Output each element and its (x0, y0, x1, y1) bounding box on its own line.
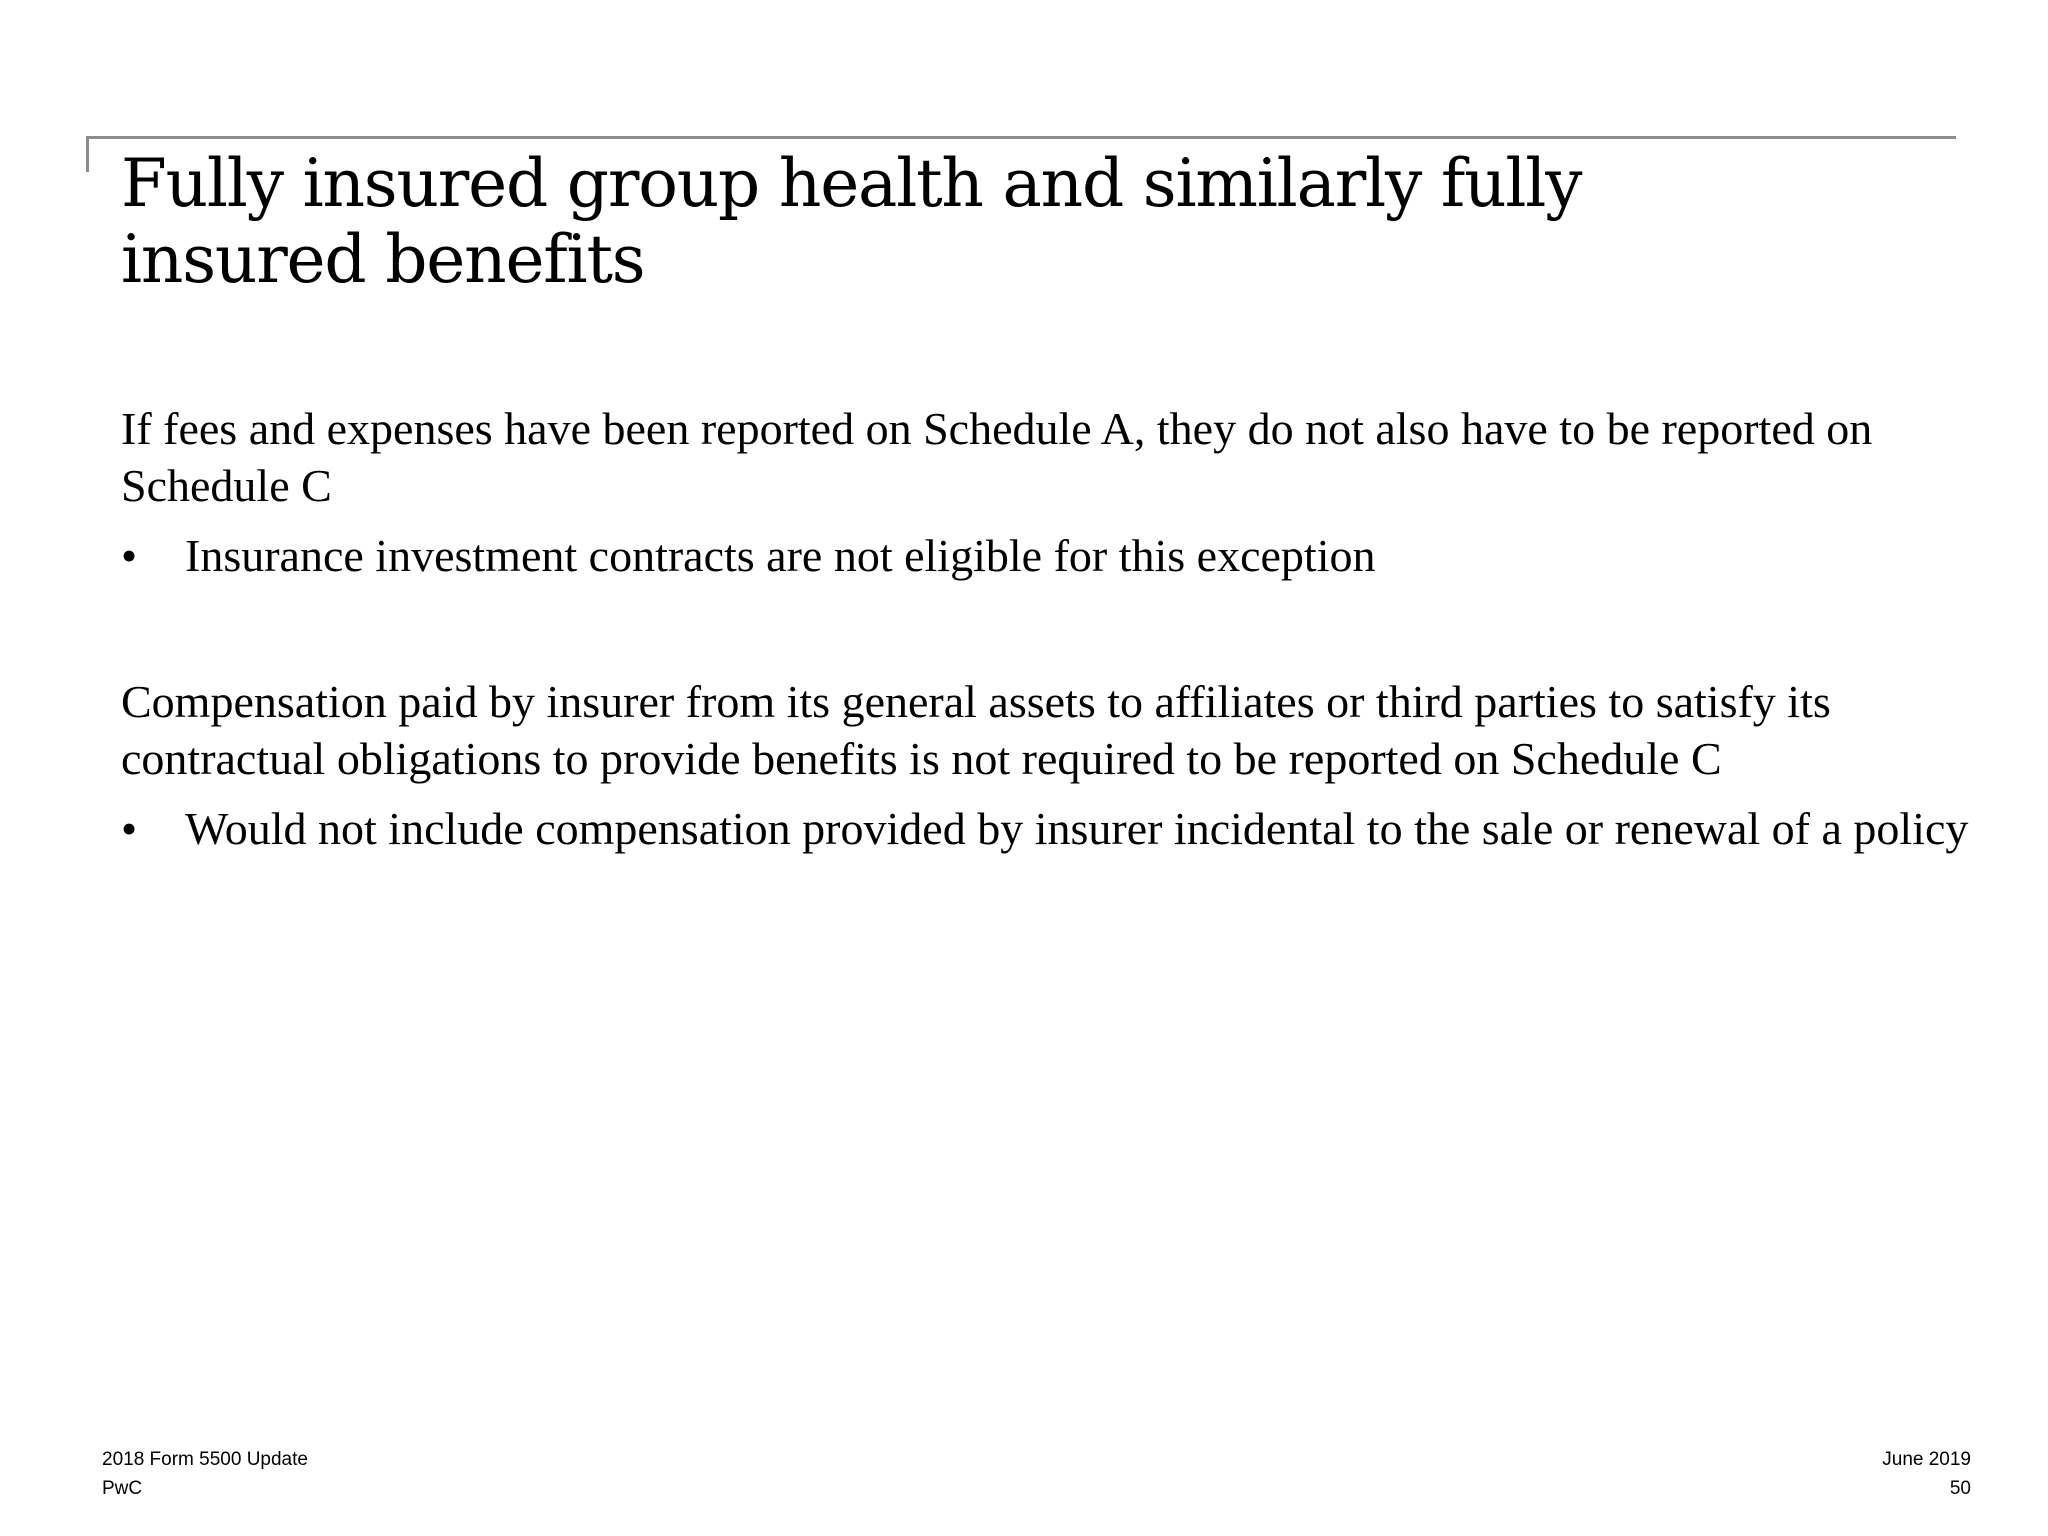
bullet-item-incidental-compensation (121, 800, 1971, 857)
bullet-text: Insurance investment contracts are not eligible for this exception (185, 530, 1376, 581)
footer-page-number: 50 (1949, 1478, 1971, 1499)
footer-date: June 2019 (1882, 1449, 1971, 1470)
slide-title: Fully insured group health and similarly fully insured benefits (121, 145, 1582, 298)
bullet-item-investment-contracts (121, 527, 1901, 584)
footer-document-title: 2018 Form 5500 Update (102, 1449, 308, 1470)
footer-organization: PwC (102, 1478, 143, 1499)
title-frame-left-tick (86, 136, 89, 172)
paragraph-schedule-a-fees: If fees and expenses have been reported on Schedule A, they do not also have to be reported on Schedule C (121, 403, 1873, 511)
bullet-icon: • (121, 530, 138, 581)
paragraph-insurer-compensation: Compensation paid by insurer from its general assets to affiliates or third parties to satisfy its contractual obligations to provide benefits is not required to be reported on Schedule C (121, 676, 1831, 784)
bullet-text: Would not include compensation provided by insurer incidental to the sale or renewal of a policy (185, 803, 1969, 854)
bullet-icon: • (121, 803, 138, 854)
title-frame-top-rule (86, 136, 1956, 139)
